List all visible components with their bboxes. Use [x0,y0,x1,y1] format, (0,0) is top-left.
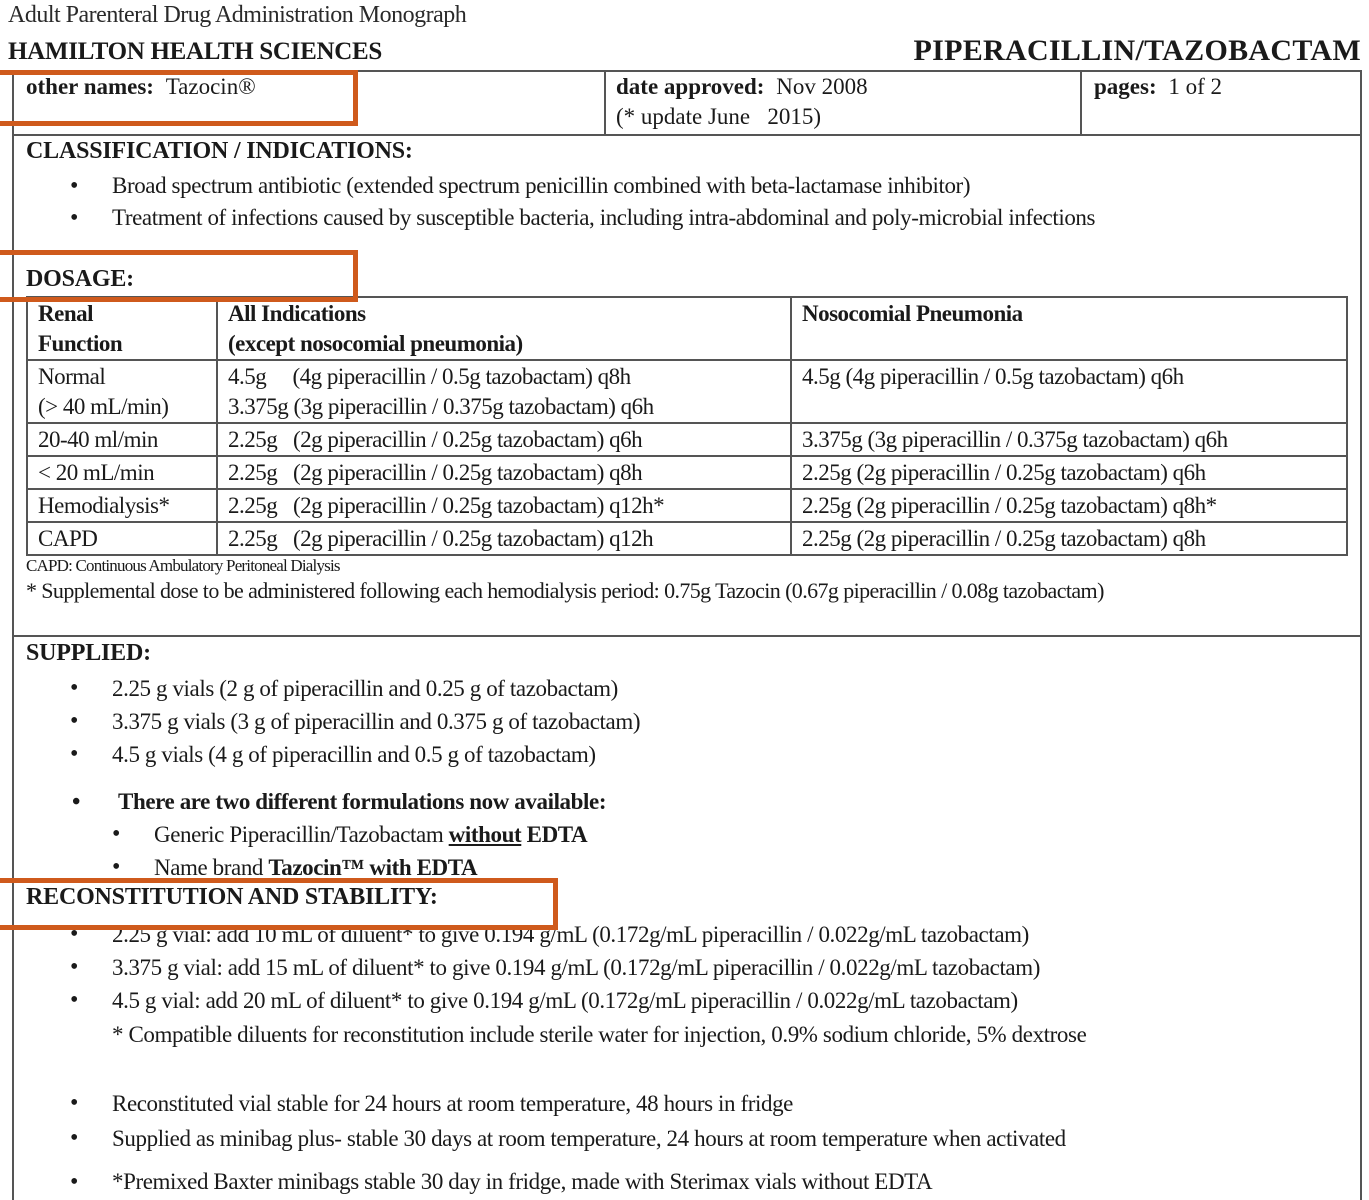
list-item: • Treatment of infections caused by susceptible bacteria, including intra-abdominal and poly-microbial infections [70,202,1095,234]
dosage-title: DOSAGE: [26,266,134,292]
renal-cell: Hemodialysis* [27,489,217,522]
table-row [27,489,1347,522]
list-item: • 4.5 g vials (4 g of piperacillin and 0.5 g of tazobactam) [70,738,640,771]
list-item: • Broad spectrum antibiotic (extended spectrum penicillin combined with beta-lactamase inhibitor) [70,170,1095,202]
info-row-bottom-line [12,134,1362,136]
all-indications-cell: 4.5g (4g piperacillin / 0.5g tazobactam) q8h 3.375g (3g piperacillin / 0.375g tazobactam) q6h [217,360,791,423]
table-row [27,423,1347,456]
other-names-value: Tazocin® [165,74,256,99]
list-item: • 4.5 g vial: add 20 mL of diluent* to give 0.194 g/mL (0.172g/mL piperacillin / 0.022g/mL tazobactam) [70,984,1040,1017]
list-item: • 2.25 g vial: add 10 mL of diluent* to give 0.194 g/mL (0.172g/mL piperacillin / 0.022g/mL tazobactam) [70,918,1040,951]
classification-title: CLASSIFICATION / INDICATIONS: [26,138,413,164]
monograph-subtitle: Adult Parenteral Drug Administration Monograph [8,2,467,28]
list-item: • Reconstituted vial stable for 24 hours at room temperature, 48 hours in fridge [70,1086,1066,1121]
renal-cell: CAPD [27,522,217,555]
date-approved [616,74,868,100]
supplemental-dose-footnote: * Supplemental dose to be administered following each hemodialysis period: 0.75g Tazocin (0.67g piperacillin / 0.08g tazobactam) [26,578,1104,603]
diluent-note: * Compatible diluents for reconstitution include sterile water for injection, 0.9% sodium chloride, 5% dextrose [112,1022,1087,1047]
column-header-renal: Renal Function [27,297,217,360]
nosocomial-cell: 2.25g (2g piperacillin / 0.25g tazobactam) q8h* [791,489,1347,522]
generic-formulation: • Generic Piperacillin/Tazobactam without EDTA [112,818,587,851]
highlight-dosage [0,250,358,302]
pages-label: pages: [1094,74,1157,99]
pages-value: 1 of 2 [1168,74,1223,99]
reconstitution-title: RECONSTITUTION AND STABILITY: [26,884,444,911]
stability-list [70,1086,1066,1156]
table-header-row [27,297,1347,360]
date-approved-value: Nov 2008 [776,74,868,99]
list-item: • 3.375 g vials (3 g of piperacillin and 0.375 g of tazobactam) [70,705,640,738]
nosocomial-cell: 3.375g (3g piperacillin / 0.375g tazobactam) q6h [791,423,1347,456]
formulations-heading: • There are two different formulations now available: [72,786,606,818]
update-note: (* update June 2015) [616,104,822,129]
brand-formulation: • Name brand Tazocin™ with EDTA [112,851,587,884]
formulation-sublist [112,818,587,884]
list-item: • *Premixed Baxter minibags stable 30 day in fridge, made with Sterimax vials without EDTA [70,1166,932,1198]
list-item: • Supplied as minibag plus- stable 30 days at room temperature, 24 hours at room temperature when activated [70,1121,1066,1156]
all-indications-cell: 2.25g (2g piperacillin / 0.25g tazobactam) q12h [217,522,791,555]
column-header-nosocomial: Nosocomial Pneumonia [791,297,1347,360]
reconstitution-list [70,918,1040,1017]
all-indications-cell: 2.25g (2g piperacillin / 0.25g tazobactam) q6h [217,423,791,456]
supplied-list [70,672,640,771]
drug-title: PIPERACILLIN/TAZOBACTAM [913,34,1361,67]
other-names-label: other names: [26,74,154,99]
renal-cell: 20-40 ml/min [27,423,217,456]
organization-name: HAMILTON HEALTH SCIENCES [8,38,382,65]
all-indications-cell: 2.25g (2g piperacillin / 0.25g tazobactam) q8h [217,456,791,489]
table-row [27,522,1347,555]
table-row [27,360,1347,423]
all-indications-cell: 2.25g (2g piperacillin / 0.25g tazobactam) q12h* [217,489,791,522]
nosocomial-cell: 4.5g (4g piperacillin / 0.5g tazobactam) q6h [791,360,1347,423]
dosage-table [26,296,1348,556]
highlight-reconstitution [0,878,558,930]
pages-info [1094,74,1222,100]
classification-list [70,170,1095,234]
nosocomial-cell: 2.25g (2g piperacillin / 0.25g tazobactam) q8h [791,522,1347,555]
renal-cell: Normal (> 40 mL/min) [27,360,217,423]
highlight-other-names [0,70,358,126]
info-divider-1 [604,70,606,136]
renal-cell: < 20 mL/min [27,456,217,489]
premixed-list [70,1166,932,1198]
list-item: • 2.25 g vials (2 g of piperacillin and 0.25 g of tazobactam) [70,672,640,705]
info-divider-2 [1080,70,1082,136]
supplied-title: SUPPLIED: [26,640,151,666]
table-row [27,456,1347,489]
capd-footnote: CAPD: Continuous Ambulatory Peritoneal Dialysis [26,556,340,575]
formulations-list [72,786,606,818]
date-approved-label: date approved: [616,74,765,99]
list-item: • 3.375 g vial: add 15 mL of diluent* to give 0.194 g/mL (0.172g/mL piperacillin / 0.022g/mL tazobactam) [70,951,1040,984]
column-header-all-indications: All Indications (except nosocomial pneumonia) [217,297,791,360]
dosage-bottom-line [12,635,1362,637]
nosocomial-cell: 2.25g (2g piperacillin / 0.25g tazobactam) q6h [791,456,1347,489]
